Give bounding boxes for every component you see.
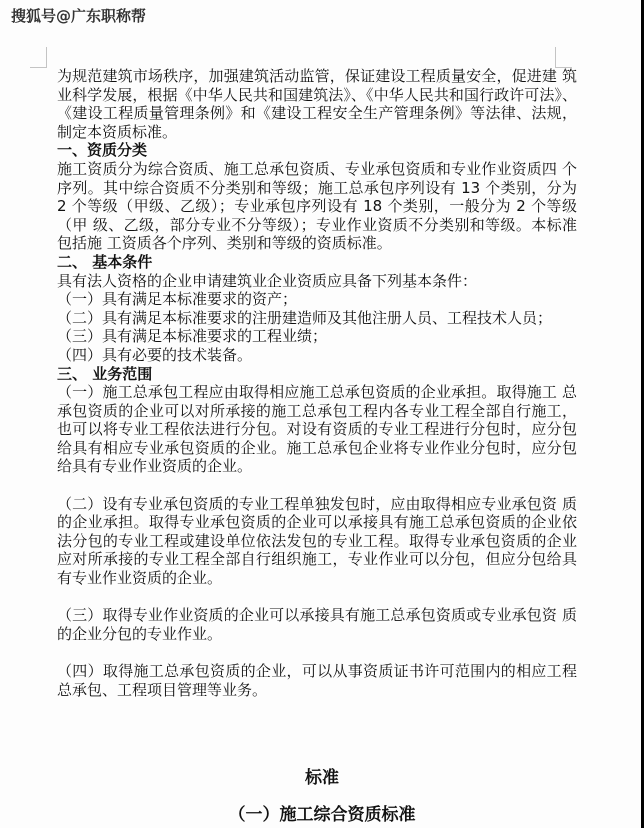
paragraph-spacer bbox=[57, 476, 577, 495]
section-heading-business-scope: 三、 业务范围 bbox=[57, 364, 153, 383]
page-corner-mark-top-right bbox=[555, 47, 556, 67]
watermark: 搜狐号@广东职称帮 bbox=[11, 7, 147, 25]
paragraph-spacer bbox=[57, 643, 577, 662]
standard-subtitle: （一）施工综合资质标准 bbox=[228, 805, 416, 825]
page-corner-mark-top-left bbox=[30, 67, 47, 68]
page-corner-mark-top-left bbox=[46, 47, 47, 67]
basic-condition-item: （三）具有满足本标准要求的工程业绩； bbox=[57, 327, 328, 346]
intro-paragraph: 为规范建筑市场秩序，加强建筑活动监管，保证建设工程质量安全，促进建 筑业科学发展，根据《中华人民共和国建筑法》、《中华人民共和国行政许可法》、《建设工程质量管理条例》和《建设工程安全生产管理条例》等法律、法规，制定本资质标准。 bbox=[57, 67, 577, 141]
basic-conditions-intro: 具有法人资格的企业申请建筑业企业资质应具备下列基本条件： bbox=[57, 271, 478, 290]
basic-condition-item: （一）具有满足本标准要求的资产； bbox=[57, 290, 298, 309]
section-heading-classification: 一、资质分类 bbox=[57, 141, 148, 160]
classification-paragraph: 施工资质分为综合资质、施工总承包资质、专业承包资质和专业作业资质四 个序列。其中综合资质不分类别和等级；施工总承包序列设有 13 个类别，分为 2 个等级（甲级、乙级）；专业承包序列设有 18 个类别，一般分为 2 个等级（甲 级、乙级，部分专业不分等级）；专业作业资质不分类别和等级。本标准包括施 工资质各个序列、类别和等级的资质标准。 bbox=[57, 159, 577, 253]
business-scope-paragraph: （四）取得施工总承包资质的企业，可以从事资质证书许可范围内的相应工程总承包、工程项目管理等业务。 bbox=[57, 662, 577, 699]
paragraph-spacer bbox=[57, 588, 577, 607]
basic-condition-item: （二）具有满足本标准要求的注册建造师及其他注册人员、工程技术人员； bbox=[57, 308, 553, 327]
basic-condition-item: （四）具有必要的技术装备。 bbox=[57, 345, 253, 364]
business-scope-paragraph: （三）取得专业作业资质的企业可以承接具有施工总承包资质或专业承包资 质的企业分包的专业作业。 bbox=[57, 606, 577, 643]
business-scope-paragraph: （二）设有专业承包资质的专业工程单独发包时，应由取得相应专业承包资 质的企业承担。取得专业承包资质的企业可以承接具有施工总承包资质的企业依法分包的专业工程或建设单位依法发包的专业工程。取得专业承包资质的企业应对所承接的专业工程全部自行组织施工，专业作业可以分包，但应分包给具有专业作业资质的企业。 bbox=[57, 494, 577, 588]
document-body bbox=[57, 67, 577, 699]
standard-title: 标准 bbox=[305, 768, 339, 788]
business-scope-paragraph: （一）施工总承包工程应由取得相应施工总承包资质的企业承担。取得施工 总承包资质的企业可以对所承接的施工总承包工程内各专业工程全部自行施工，也可以将专业工程依法进行分包。对设有资质的专业工程进行分包时，应分包给具有相应专业承包资质的企业。施工总承包企业将专业作业分包时，应分包给具有专业作业资质的企业。 bbox=[57, 383, 577, 476]
section-heading-basic-conditions: 二、 基本条件 bbox=[57, 252, 153, 271]
